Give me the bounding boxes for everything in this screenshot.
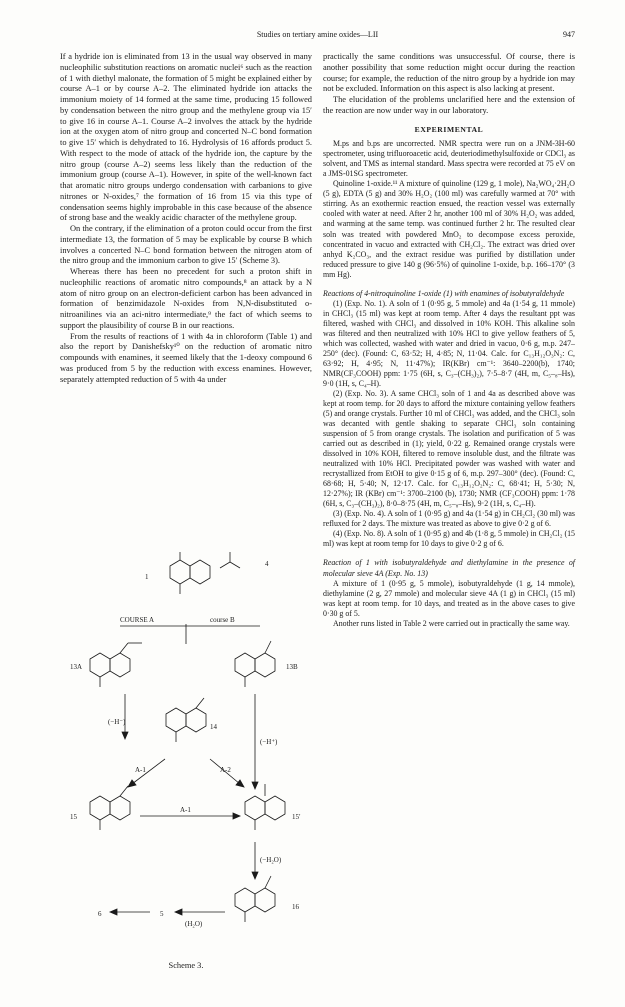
paragraph: A mixture of 1 (0·95 g, 5 mmole), isobutyraldehyde (1 g, 14 mmole), diethylamine (2 g, 27 mmole) and molecular sieve 4A (1 g) in CHCl₃ (15 ml) was kept at room temp. for 10 days, and treated as in the above cases to give 0·30 g of 5. — [323, 578, 575, 618]
label-h2o: (H₂O) — [185, 920, 203, 928]
label-minus-h2o: (−H₂O) — [260, 856, 282, 864]
paragraph: Quinoline 1-oxide.¹¹ A mixture of quinoline (129 g, 1 mole), Na₂WO₄·2H₂O (5 g), EDTA (5 g) and 30% H₂O₂ (100 ml) was carefully warmed at 70° with stirring. As an exothermic reaction ensued, the reaction vessel was externally cooled with water at need. After 2 hr, another 100 ml of 30% H₂O₂ was added, and warming at the same temp. was continued further 2 hr. The resulted clear soln was treated with powdered MnO₂ to decompose excess peroxide, concentrated in vacuo and extracted with CH₂Cl₂. The extract was dried over anhyd K₂CO₃, and the extract residue was purified by distillation under reduced pressure to give 140 g (96·5%) of quinoline 1-oxide, b.p. 166–170° (3 mm Hg). — [323, 179, 575, 279]
label-15: 15 — [70, 813, 77, 821]
experimental-heading: EXPERIMENTAL — [414, 124, 484, 134]
label-15-prime: 15′ — [292, 813, 301, 821]
label-minus-h-minus: (−H⁻) — [108, 718, 126, 726]
structure-15 — [90, 786, 130, 830]
running-title: Studies on tertiary amine oxides—LII — [256, 30, 379, 39]
label-a2: A-2 — [220, 766, 231, 774]
section-heading: Reactions of 4-nitroquinoline 1-oxide (1) with enamines of isobutyraldehyde — [323, 288, 565, 298]
section-heading: Reaction of 1 with isobutyraldehyde and diethylamine in the presence of molecular sieve 4A (Exp. No. 13) — [323, 558, 575, 578]
paragraph: On the contrary, if the elimination of a proton could occur from the first intermediate 13, the formation of 5 may be explicable by course B which involves a concerted N–C bond formation between the nitrogen atom of the nitro group and the immonium carbon to give 15′ (Scheme 3). — [60, 224, 312, 266]
structure-1 — [170, 552, 210, 594]
structure-16 — [235, 876, 275, 922]
structure-4 — [220, 552, 240, 568]
paragraph: The elucidation of the problems unclarified here and the extension of the reaction are now under way in our laboratory. — [323, 95, 575, 115]
scheme-caption: Scheme 3. — [168, 961, 204, 970]
label-course-b: course B — [210, 616, 235, 624]
paragraph: Another runs listed in Table 2 were carried out in practically the same way. — [333, 618, 570, 628]
label-13b: 13B — [286, 663, 298, 671]
label-a1: A-1 — [135, 766, 146, 774]
label-6: 6 — [98, 910, 102, 918]
paragraph: (2) (Exp. No. 3). A same CHCl₃ soln of 1 and 4a as described above was kept at room temp. for 20 days to afford the mixture containing yellow feathers (5) and orange crystals. Further 10 ml of CHCl₃ was added, and the CHCl₃ soln was decanted with gentle shaking to separate CHCl₃ soln containing suspension of 5 from orange crystals. The isolation and purification of 5 was carried out as described in (1); yield, 0·22 g. Remained orange crystals were dissolved in 10% KOH, filtered to remove insoluble dust, and the filtrate was neutralized with 10% HCl. Precipitated powder was washed with water and recrystallized from EtOH to give 0·15 g of 6, m.p. 297–300° (dec). (Found: C, 68·68; H, 5·40; N, 12·17. Calc. for C₁₃H₁₂O₂N₂: C, 68·41; H, 5·30; N, 12·27%); IR (KBr) cm⁻¹: 3700–2100 (b), 1730; NMR (CF₃COOH) ppm: 1·78 (6H, s, C₃–(CH₃)₂), 8·0–8·75 (4H, m, C₅–₈–Hs), 9·2 (1H, s, C₄–H). — [323, 388, 575, 509]
label-a1-bottom: A-1 — [180, 806, 191, 814]
paragraph: (3) (Exp. No. 4). A soln of 1 (0·95 g) and 4a (1·54 g) in CH₂Cl₂ (30 ml) was refluxed for 2 days. The mixture was treated as above to give 0·2 g of 6. — [323, 509, 575, 529]
structure-13b — [235, 641, 275, 687]
paragraph: practically the same conditions was unsuccessful. Of course, there is another possibility that some reduction might occur during the reaction course; for example, the reduction of the nitro group by a hydride ion may not be excluded. Information on this aspect is also lacking at present. — [323, 52, 575, 94]
right-column — [323, 52, 575, 629]
scheme-labels — [70, 560, 301, 928]
scheme-3-drawing — [60, 544, 312, 959]
paragraph: If a hydride ion is eliminated from 13 in the usual way observed in many nucleophilic substitution reactions on aromatic nuclei⁶ such as the reaction of 1 with diethyl malonate, the formation of 5 might be explained either by course A–1 or by course A–2. The eliminated hydride ion attacks the immonium moiety of 14 formed at the same time, producing 15 followed by condensation between the nitro group and the methylene group via 15′ to give 16 in course A–1. Course A–2 involves the attack by the hydride ion at the oxygen atom of nitro group and concerted N–C bond formation to give 15′ which is dehydrated to 16. Hydrolysis of 16 affords product 5. With respect to the mode of attack of the hydride ion, the capture by the nitro group (course A–2) seems less likely than the reduction of the immonium group (course A–1). However, in spite of the well-known fact that aromatic nitro groups undergo condensation with carbanions to give nitrones or N-oxides,⁷ the formation of 16 from 15 via this type of condensation seems highly improbable in this case because of the absence of strong base and the weakly acidic character of the methylene group. — [60, 52, 312, 223]
structure-14 — [166, 698, 206, 742]
paragraph: Whereas there has been no precedent for such a proton shift in nucleophilic reactions of aromatic nitro compounds,⁸ an attack by a N atom of nitro group on an electron-deficient carbon has been advanced in formation of benzimidazole N-oxides from N,N-disubstituted o-nitroanilines via an aci-nitro intermediate,⁹ the fact of which seems to support the plausibility of course B in our reactions. — [60, 267, 312, 330]
scheme-3-figure — [60, 544, 312, 964]
paragraph: From the results of reactions of 1 with 4a in chloroform (Table 1) and also the report by Danishefsky¹⁰ on the reduction of aromatic nitro compounds with enamines, it seemed likely that the 1-deoxy compound 6 was produced from 5 by the reduction with excess enamines. However, separately attempted reduction of 5 with 4a under — [60, 331, 312, 384]
label-1: 1 — [145, 573, 149, 581]
paragraph: (1) (Exp. No. 1). A soln of 1 (0·95 g, 5 mmole) and 4a (1·54 g, 11 mmole) in CHCl₃ (15 ml) was kept at room temp. After 4 days the resultant ppt was filtered, washed with CHCl₃ and dissolved in 10% KOH. This alkaline soln was filtered and then neutralized with 10% HCl to give yellow feathers of 5, which was collected, washed with water and dried in vacuo, 0·6 g, m.p. 247–250° (dec). (Found: C, 63·52; H, 4·85; N, 11·04. Calc. for C₁₃H₁₂O₃N₂: C, 63·92; H, 4·95; N, 11·47%); IR(KBr) cm⁻¹: 3640–2200(b), 1740; NMR(CF₃COOH) ppm: 1·75 (6H, s, C₃–(CH₃)₂), 7·5–8·7 (4H, m, C₅–₈–Hs), 9·0 (1H, s, C₄–H). — [323, 298, 575, 388]
label-14: 14 — [210, 723, 217, 731]
paragraph: (4) (Exp. No. 8). A soln of 1 (0·95 g) and 4b (1·8 g, 5 mmole) in CH₂Cl₂ (15 ml) was kept at room temp for 10 days to give 0·2 g of 6. — [323, 529, 575, 549]
label-4: 4 — [265, 560, 269, 568]
page-number: 947 — [563, 30, 575, 39]
running-head — [60, 30, 575, 42]
paragraph: M.ps and b.ps are uncorrected. NMR spectra were run on a JNM-3H-60 spectrometer, using trifluoroacetic acid, deuteriodimethylsulfoxide or CDCl₃ as solvent, and TMS as internal standard. Mass spectra were recorded at 75 eV on a JMS-01SG spectrometer. — [323, 139, 575, 179]
left-column — [60, 52, 312, 385]
structure-15-prime — [245, 784, 285, 830]
structure-13a — [90, 643, 142, 687]
label-13a: 13A — [70, 663, 83, 671]
label-minus-h: (−H⁺) — [260, 738, 278, 746]
label-course-a: COURSE A — [120, 616, 155, 624]
label-16: 16 — [292, 903, 299, 911]
experimental-body — [323, 139, 575, 628]
label-5: 5 — [160, 910, 164, 918]
